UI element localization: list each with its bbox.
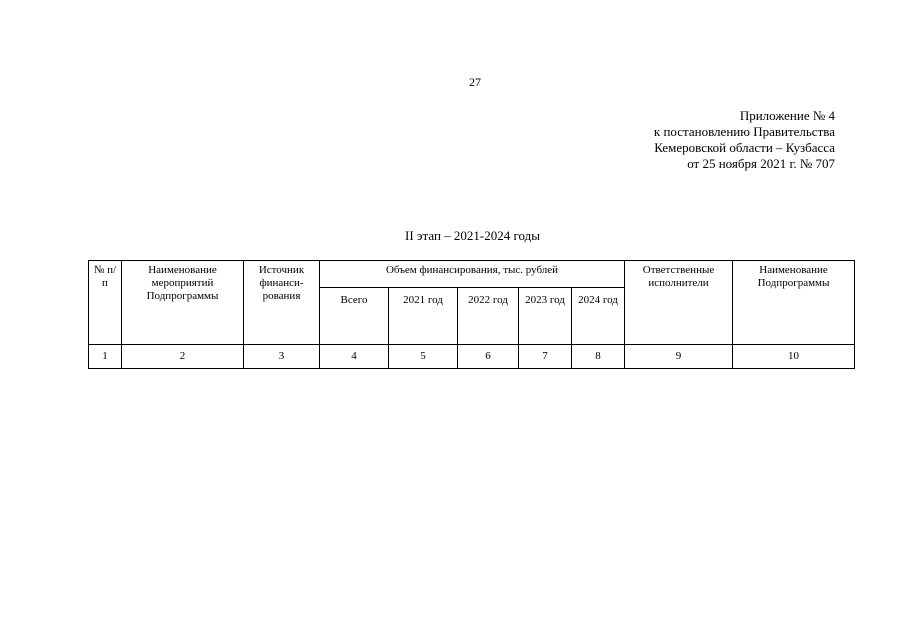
appendix-line-4: от 25 ноября 2021 г. № 707 (687, 156, 835, 171)
table-header-row (89, 261, 855, 288)
appendix-line-3: Кемеровской области – Кузбасса (654, 140, 835, 155)
header-2022: 2022 год (458, 288, 519, 345)
column-number-cell: 8 (572, 345, 625, 369)
header-source: Источник финанси-рования (244, 261, 320, 345)
appendix-line-2: к постановлению Правительства (653, 124, 835, 139)
column-number-cell: 4 (320, 345, 389, 369)
column-number-cell: 10 (733, 345, 855, 369)
column-number-cell: 6 (458, 345, 519, 369)
header-responsible: Ответственные исполнители (625, 261, 733, 345)
column-number-cell: 2 (122, 345, 244, 369)
header-total: Всего (320, 288, 389, 345)
column-number-cell: 9 (625, 345, 733, 369)
column-number-cell: 3 (244, 345, 320, 369)
header-funding: Объем финансирования, тыс. рублей (320, 261, 625, 288)
header-events: Наименование мероприятий Подпрограммы (122, 261, 244, 345)
appendix-line-1: Приложение № 4 (739, 108, 835, 123)
header-2023: 2023 год (519, 288, 572, 345)
header-2024: 2024 год (572, 288, 625, 345)
table-row (89, 345, 855, 369)
header-num: № п/п (89, 261, 122, 345)
column-number-cell: 5 (389, 345, 458, 369)
header-2021: 2021 год (389, 288, 458, 345)
page-number: 27 (469, 75, 481, 89)
header-subprogram: Наименование Подпрограммы (733, 261, 855, 345)
column-number-cell: 1 (89, 345, 122, 369)
stage-title: II этап – 2021-2024 годы (405, 228, 540, 243)
column-number-cell: 7 (519, 345, 572, 369)
appendix-block (654, 108, 835, 172)
funding-table (88, 260, 855, 369)
